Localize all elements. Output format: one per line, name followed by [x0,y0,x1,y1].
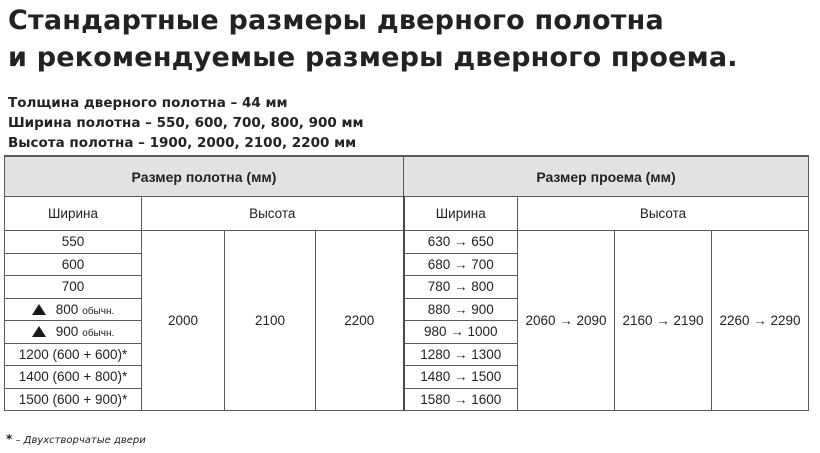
width-note: обычн. [82,328,115,340]
header-opening-size: Размер проема (мм) [404,156,809,197]
leaf-width-value: 700 [61,279,85,295]
subheader-opening-width: Ширина [404,197,518,231]
leaf-height-cell: 2000 [142,231,225,411]
sizes-grid [4,155,809,411]
opening-width-cell: 1580 → 1600 [404,388,518,411]
opening-height-cell: 2260 → 2290 [712,231,809,411]
footnote-mark: * [6,432,13,446]
leaf-width-cell [5,366,142,389]
specs-block [8,93,364,153]
opening-width-cell: 680 → 700 [404,253,518,276]
footnote [6,432,146,446]
leaf-width-value: 1400 (600 + 800)* [18,369,128,385]
opening-width-cell: 1480 → 1500 [404,366,518,389]
opening-height-cell: 2160 → 2190 [615,231,712,411]
leaf-width-value: 1500 (600 + 900)* [18,391,128,407]
opening-width-cell: 780 → 800 [404,276,518,299]
title-line-2: и рекомендуемые размеры дверного проема. [8,42,738,73]
warning-triangle-icon [32,326,46,337]
table-row [5,231,809,254]
leaf-width-cell [5,276,142,299]
warning-triangle-icon [32,304,46,315]
subheader-opening-height: Высота [518,197,809,231]
leaf-width-value: 800 [55,301,79,317]
leaf-width-cell [5,343,142,366]
opening-width-cell: 980 → 1000 [404,321,518,344]
leaf-width-cell [5,253,142,276]
subheader-leaf-width: Ширина [5,197,142,231]
title-line-1: Стандартные размеры дверного полотна [8,5,664,36]
opening-width-cell: 880 → 900 [404,298,518,321]
spec-widths: Ширина полотна – 550, 600, 700, 800, 900 мм [8,115,364,131]
opening-width-cell: 1280 → 1300 [404,343,518,366]
page-title [8,2,820,76]
leaf-width-value: 1200 (600 + 600)* [18,346,128,362]
footnote-text: – Двухстворчатые двери [12,435,146,446]
leaf-width-cell [5,298,142,321]
sizes-table [4,155,809,411]
table-body [5,231,809,411]
leaf-width-cell [5,388,142,411]
leaf-height-cell: 2200 [316,231,404,411]
width-note: обычн. [82,305,115,317]
header-leaf-size: Размер полотна (мм) [5,156,404,197]
leaf-width-value: 550 [61,234,85,250]
leaf-width-value: 600 [61,256,85,272]
spec-thickness: Толщина дверного полотна – 44 мм [8,95,288,111]
opening-height-cell: 2060 → 2090 [518,231,615,411]
leaf-height-cell: 2100 [225,231,316,411]
leaf-width-cell [5,231,142,254]
leaf-width-value: 900 [55,324,79,340]
leaf-width-cell [5,321,142,344]
subheader-leaf-height: Высота [142,197,404,231]
opening-width-cell: 630 → 650 [404,231,518,254]
spec-heights: Высота полотна – 1900, 2000, 2100, 2200 мм [8,135,357,151]
